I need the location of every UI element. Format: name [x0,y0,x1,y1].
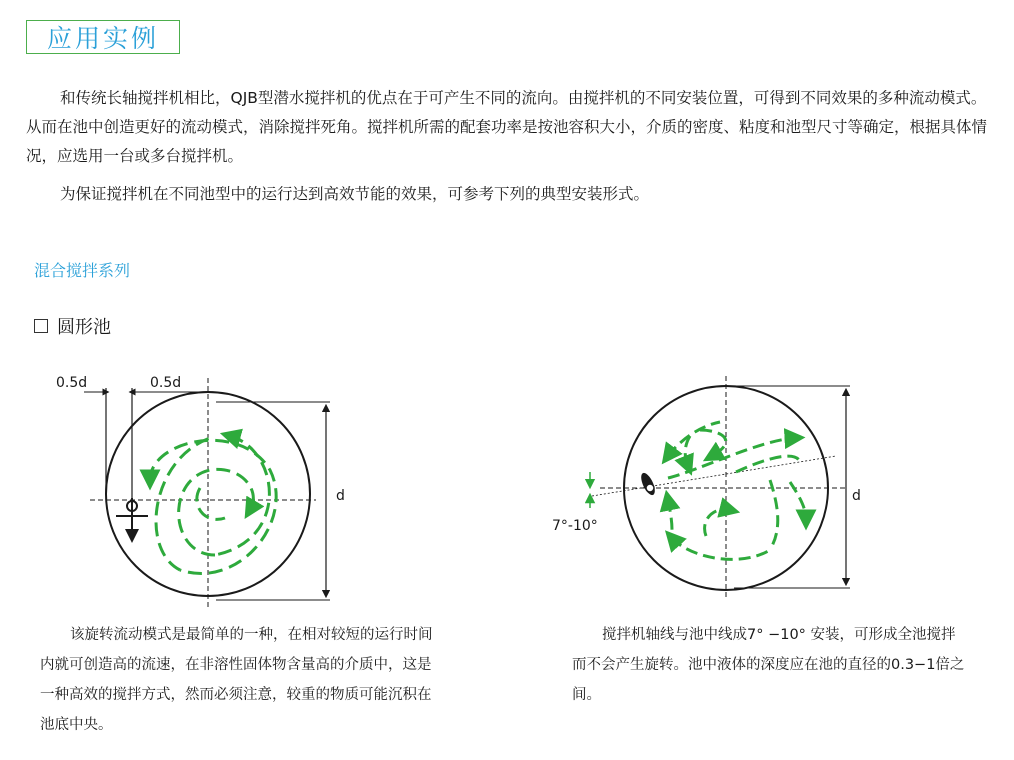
subsection-title: 圆形池 [57,317,111,338]
flow-swirl [150,436,276,574]
subsection-heading [34,313,111,339]
propeller-icon [638,471,657,497]
label-offset-b: 0.5d [150,375,182,391]
left-pool-diagram [56,375,345,610]
caption-left: 该旋转流动模式是最简单的一种，在相对较短的运行时间内就可创造高的流速，在非溶性固体物含量高的介质中，这是一种高效的搅拌方式，然而必须注意，较重的物质可能沉积在池底中央。 [40,627,433,733]
caption-right: 搅拌机轴线与池中线成7° −10° 安装，可形成全池搅拌而不会产生旋转。池中液体的深度应在池的直径的0.3−1倍之间。 [572,627,965,703]
page-title: 应用实例 [26,20,180,54]
label-diameter-right: d [852,488,861,504]
label-angle: 7°-10° [552,518,598,534]
checkbox-icon [34,319,48,333]
intro-paragraph-1: 和传统长轴搅拌机相比，QJB型潜水搅拌机的优点在于可产生不同的流向。由搅拌机的不同安装位置，可得到不同效果的多种流动模式。从而在池中创造更好的流动模式，消除搅拌死角。搅拌机所需的配套功率是按池容积大小，介质的密度、粘度和池型尺寸等确定，根据具体情况，应选用一台或多台搅拌机。 [26,89,988,165]
label-offset-a: 0.5d [56,375,88,391]
section-title: 混合搅拌系列 [34,261,131,280]
diagrams [0,360,1014,616]
right-pool-diagram [552,376,861,600]
intro-paragraph-2: 为保证搅拌机在不同池型中的运行达到高效节能的效果，可参考下列的典型安装形式。 [60,185,650,203]
mixer-icon [116,498,148,536]
flow-pattern [668,422,806,559]
label-diameter-left: d [336,488,345,504]
